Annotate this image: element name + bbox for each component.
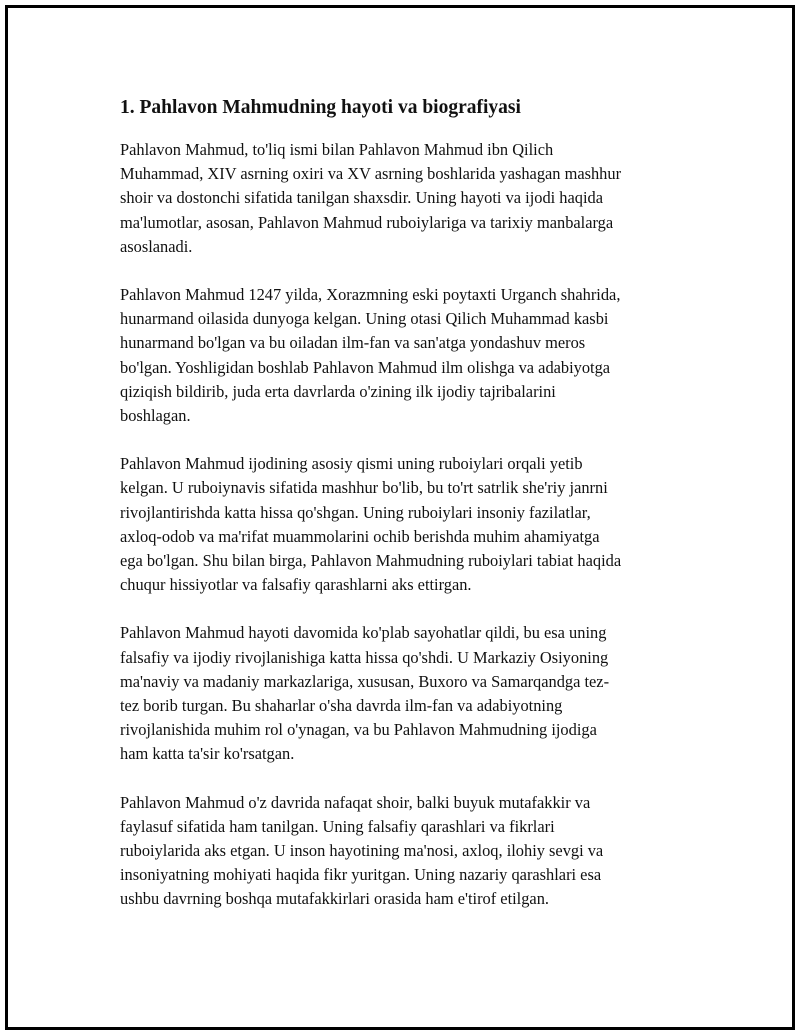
paragraph bbox=[120, 791, 685, 912]
paragraph-line: ma'lumotlar, asosan, Pahlavon Mahmud ruboiylariga va tarixiy manbalarga bbox=[120, 212, 614, 232]
paragraph-line: faylasuf sifatida ham tanilgan. Uning falsafiy qarashlari va fikrlari bbox=[120, 816, 555, 836]
paragraph-line: falsafiy va ijodiy rivojlanishiga katta hissa qo'shdi. U Markaziy Osiyoning bbox=[120, 647, 609, 667]
paragraph bbox=[120, 621, 685, 766]
paragraph-line: asoslanadi. bbox=[120, 236, 193, 256]
paragraph-line: Pahlavon Mahmud ijodining asosiy qismi uning ruboiylari orqali yetib bbox=[120, 454, 583, 474]
paragraph-line: Pahlavon Mahmud o'z davrida nafaqat shoir, balki buyuk mutafakkir va bbox=[120, 792, 591, 812]
paragraph-line: hunarmand bo'lgan va bu oiladan ilm-fan va san'atga yondashuv meros bbox=[120, 333, 586, 353]
paragraph-line: axloq-odob va ma'rifat muammolarini ochib berishda muhim ahamiyatga bbox=[120, 526, 600, 546]
paragraph-line: bo'lgan. Yoshligidan boshlab Pahlavon Mahmud ilm olishga va adabiyotga bbox=[120, 357, 611, 377]
paragraph-line: Pahlavon Mahmud hayoti davomida ko'plab sayohatlar qildi, bu esa uning bbox=[120, 623, 607, 643]
paragraph-line: ham katta ta'sir ko'rsatgan. bbox=[120, 744, 295, 764]
document-page bbox=[5, 5, 795, 1030]
paragraph-line: ega bo'lgan. Shu bilan birga, Pahlavon Mahmudning ruboiylari tabiat haqida bbox=[120, 551, 622, 571]
paragraph-line: Muhammad, XIV asrning oxiri va XV asrning boshlarida yashagan mashhur bbox=[120, 164, 622, 184]
paragraph-line: Pahlavon Mahmud 1247 yilda, Xorazmning eski poytaxti Urganch shahrida, bbox=[120, 285, 621, 305]
paragraph-line: ruboiylarida aks etgan. U inson hayotining ma'nosi, axloq, ilohiy sevgi va bbox=[120, 841, 604, 861]
paragraph-line: insoniyatning mohiyati haqida fikr yuritgan. Uning nazariy qarashlari esa bbox=[120, 865, 602, 885]
paragraph bbox=[120, 283, 685, 428]
paragraph-line: Pahlavon Mahmud, to'liq ismi bilan Pahlavon Mahmud ibn Qilich bbox=[120, 140, 554, 159]
paragraphs-container bbox=[120, 138, 685, 912]
paragraph-line: rivojlantirishda katta hissa qo'shgan. Uning ruboiylari insoniy fazilatlar, bbox=[120, 502, 591, 522]
paragraph-line: kelgan. U ruboiynavis sifatida mashhur bo'lib, bu to'rt satrlik she'riy janrni bbox=[120, 478, 608, 498]
paragraph-line: chuqur hissiyotlar va falsafiy qarashlarni aks ettirgan. bbox=[120, 575, 472, 595]
paragraph-line: tez borib turgan. Bu shaharlar o'sha davrda ilm-fan va adabiyotning bbox=[120, 696, 563, 716]
paragraph-line: qiziqish bildirib, juda erta davrlarda o'zining ilk ijodiy tajribalarini bbox=[120, 381, 556, 401]
document-content bbox=[120, 94, 685, 936]
paragraph-line: hunarmand oilasida dunyoga kelgan. Uning otasi Qilich Muhammad kasbi bbox=[120, 309, 609, 329]
paragraph-line: boshlagan. bbox=[120, 406, 191, 426]
paragraph-line: ushbu davrning boshqa mutafakkirlari orasida ham e'tirof etilgan. bbox=[120, 889, 549, 909]
paragraph-line: shoir va dostonchi sifatida tanilgan shaxsdir. Uning hayoti va ijodi haqida bbox=[120, 188, 603, 208]
paragraph-line: rivojlanishida muhim rol o'ynagan, va bu Pahlavon Mahmudning ijodiga bbox=[120, 720, 597, 740]
paragraph-line: ma'naviy va madaniy markazlariga, xususan, Buxoro va Samarqandga tez- bbox=[120, 671, 610, 691]
paragraph bbox=[120, 452, 685, 597]
paragraph bbox=[120, 138, 685, 259]
document-heading: 1. Pahlavon Mahmudning hayoti va biografiyasi bbox=[120, 97, 521, 118]
